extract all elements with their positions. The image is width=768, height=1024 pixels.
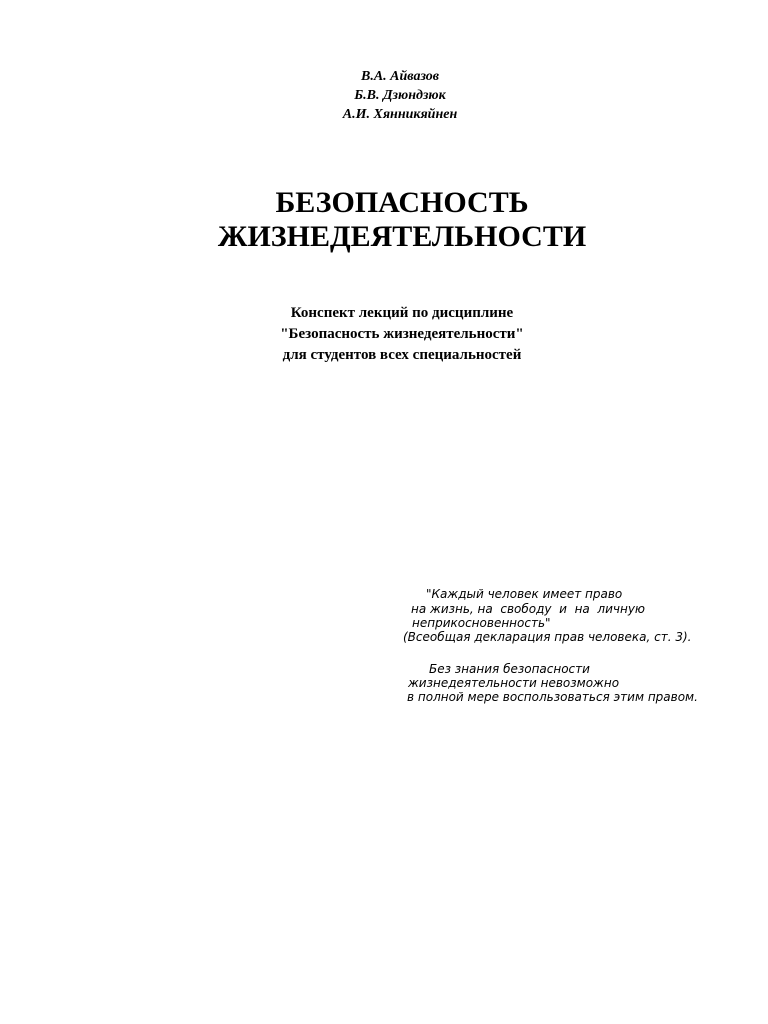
subtitle-line: "Безопасность жизнедеятельности" — [280, 326, 524, 342]
author-name: Б.В. Дзюндзюк — [354, 88, 446, 103]
author-name: В.А. Айвазов — [361, 69, 439, 84]
title-line: БЕЗОПАСНОСТЬ — [275, 186, 529, 219]
epigraph-line: "Каждый человек имеет право — [426, 587, 623, 601]
subtitle-line: для студентов всех специальностей — [282, 347, 522, 363]
document-title — [0, 186, 768, 254]
authors-block — [0, 67, 768, 124]
note-line: Без знания безопасности — [429, 662, 590, 676]
title-line: ЖИЗНЕДЕЯТЕЛЬНОСТИ — [217, 220, 587, 253]
epigraph-line: на жизнь, на свободу и на личную — [411, 602, 646, 616]
epigraph-source: (Всеобщая декларация прав человека, ст. 3). — [403, 630, 692, 644]
subtitle-line: Конспект лекций по дисциплине — [290, 305, 514, 321]
document-subtitle — [0, 303, 768, 366]
author-name: А.И. Хянникяйнен — [342, 107, 458, 122]
note-line: в полной мере воспользоваться этим правом. — [407, 690, 698, 704]
epigraph-line: неприкосновенность" — [412, 616, 551, 630]
note-line: жизнедеятельности невозможно — [408, 676, 620, 690]
